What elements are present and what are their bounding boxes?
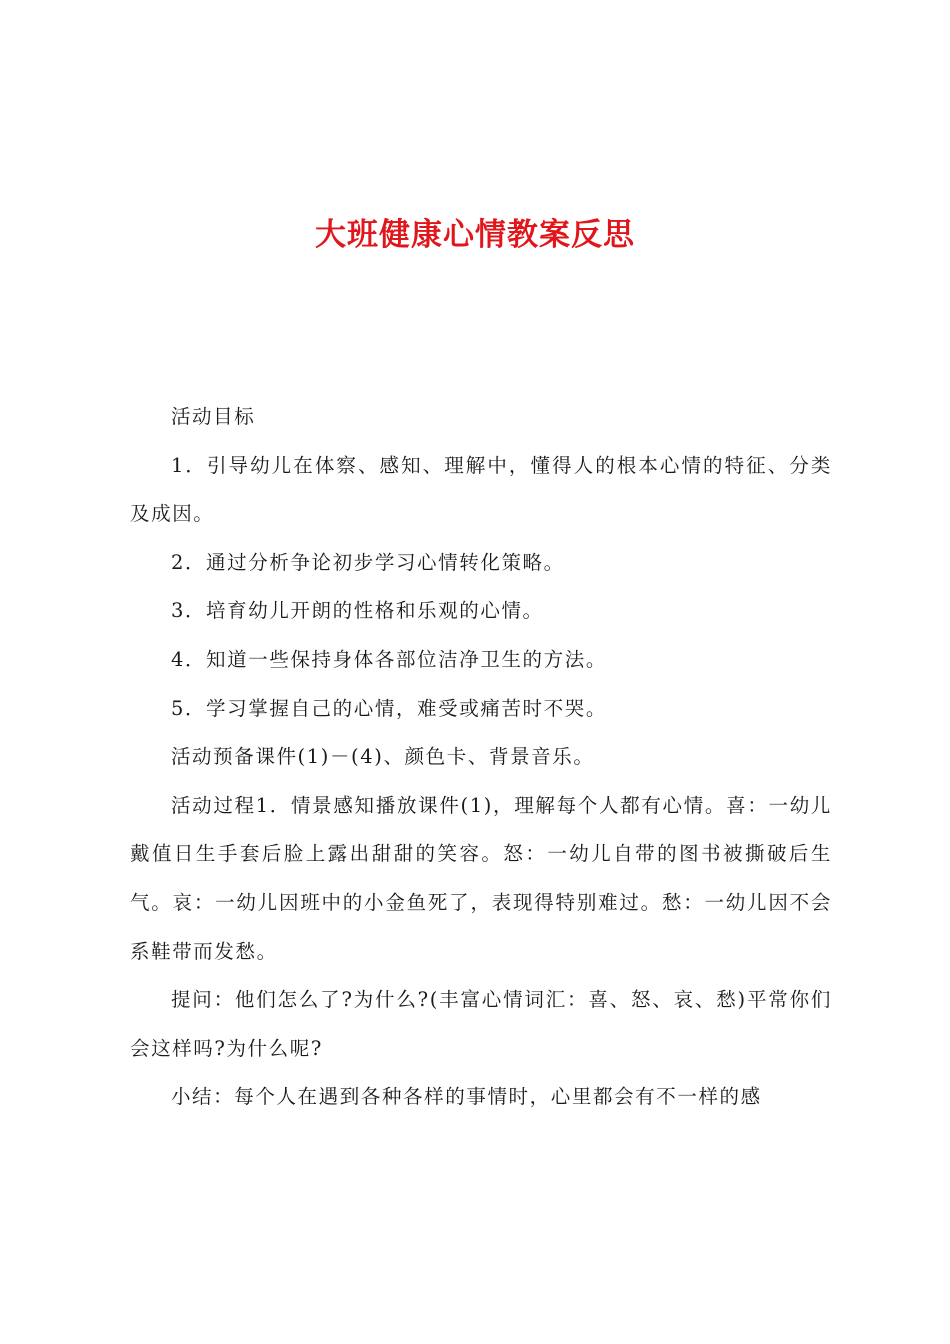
paragraph-activity-goal-heading: 活动目标 [170, 405, 256, 428]
paragraph-goal-3: 3．培育幼儿开朗的性格和乐观的心情。 [170, 599, 544, 623]
document-body [130, 393, 832, 1122]
paragraph-question: 提问：他们怎么了?为什么?(丰富心情词汇：喜、怒、哀、愁)平常你们会这样吗?为什么呢? [130, 988, 832, 1060]
paragraph-goal-5: 5．学习掌握自己的心情，难受或痛苦时不哭。 [170, 696, 607, 720]
paragraph-summary: 小结：每个人在遇到各种各样的事情时，心里都会有不一样的感 [170, 1085, 762, 1109]
paragraph-goal-2: 2．通过分析争论初步学习心情转化策略。 [170, 550, 565, 574]
paragraph-activity-preparation: 活动预备课件(1)－(4)、颜色卡、背景音乐。 [170, 745, 595, 769]
paragraph-goal-1: 1．引导幼儿在体察、感知、理解中，懂得人的根本心情的特征、分类及成因。 [130, 453, 832, 526]
paragraph-activity-process: 活动过程1．情景感知播放课件(1)，理解每个人都有心情。喜：一幼儿戴值日生手套后脸上露出甜甜的笑容。怒：一幼儿自带的图书被撕破后生气。哀：一幼儿因班中的小金鱼死了，表现得特别难过。愁：一幼儿因不会系鞋带而发愁。 [130, 793, 832, 963]
document-title: 大班健康心情教案反思 [315, 217, 635, 253]
paragraph-goal-4: 4．知道一些保持身体各部位洁净卫生的方法。 [170, 647, 607, 671]
